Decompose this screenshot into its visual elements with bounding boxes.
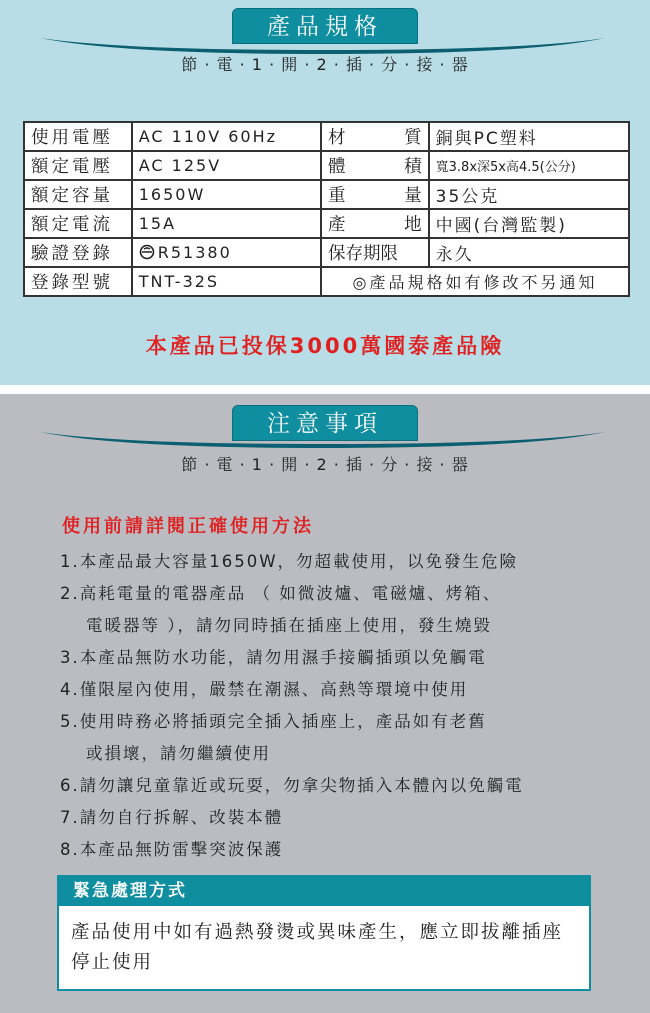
spec-title: 產品規格 bbox=[232, 8, 418, 44]
list-item: 電暖器等 ），請勿同時插在插座上使用，發生燒毀 bbox=[86, 616, 492, 635]
spec-label: 保存期限 bbox=[321, 238, 429, 267]
spec-label: 體 積 bbox=[321, 151, 429, 180]
notes-subtitle: 節 · 電 · 1 · 開 · 2 · 插 · 分 · 接 · 器 bbox=[181, 455, 469, 474]
table-row bbox=[24, 180, 629, 209]
spec-value: 1650W bbox=[132, 180, 321, 209]
spec-value: 寬3.8x深5x高4.5(公分) bbox=[429, 151, 629, 180]
spec-table bbox=[23, 121, 630, 297]
notes-title: 注意事項 bbox=[232, 405, 418, 441]
table-row bbox=[24, 122, 629, 151]
spec-value: 銅與PC塑料 bbox=[429, 122, 629, 151]
spec-label: 重 量 bbox=[321, 180, 429, 209]
table-row bbox=[24, 267, 629, 296]
spec-value: AC 125V bbox=[132, 151, 321, 180]
insurance-notice: 本產品已投保3000萬國泰產品險 bbox=[145, 334, 505, 358]
spec-value: 永久 bbox=[429, 238, 629, 267]
notes-section bbox=[0, 394, 650, 1013]
emergency-box bbox=[57, 875, 591, 991]
table-row bbox=[24, 151, 629, 180]
list-item: 5.使用時務必將插頭完全插入插座上，產品如有老舊 bbox=[60, 712, 487, 731]
list-item: 4.僅限屋內使用，嚴禁在潮濕、高熱等環境中使用 bbox=[60, 680, 469, 699]
list-item: 1.本產品最大容量1650W，勿超載使用，以免發生危險 bbox=[60, 552, 519, 571]
list-item: 6.請勿讓兒童靠近或玩耍，勿拿尖物插入本體內以免觸電 bbox=[60, 776, 524, 795]
spec-section bbox=[0, 0, 650, 385]
spec-label: 額定電壓 bbox=[24, 151, 132, 180]
list-item: 2.高耗電量的電器產品 （ 如微波爐、電磁爐、烤箱、 bbox=[60, 584, 502, 603]
spec-note: ◎產品規格如有修改不另通知 bbox=[321, 267, 629, 296]
spec-label: 驗證登錄 bbox=[24, 238, 132, 267]
emergency-text: 產品使用中如有過熱發燙或異味產生，應立即拔離插座停止使用 bbox=[71, 922, 564, 973]
list-item: 3.本產品無防水功能，請勿用濕手接觸插頭以免觸電 bbox=[60, 648, 487, 667]
spec-value: 35公克 bbox=[429, 180, 629, 209]
list-item: 7.請勿自行拆解、改裝本體 bbox=[60, 808, 284, 827]
spec-label: 額定容量 bbox=[24, 180, 132, 209]
spec-label: 登錄型號 bbox=[24, 267, 132, 296]
bsmi-mark-icon bbox=[139, 244, 155, 260]
emergency-title: 緊急處理方式 bbox=[59, 877, 589, 906]
spec-subtitle: 節 · 電 · 1 · 開 · 2 · 插 · 分 · 接 · 器 bbox=[181, 55, 469, 74]
spec-value: 15A bbox=[132, 209, 321, 238]
spec-value: AC 110V 60Hz bbox=[132, 122, 321, 151]
list-item: 或損壞，請勿繼續使用 bbox=[86, 744, 271, 763]
table-row bbox=[24, 238, 629, 267]
spec-label: 額定電流 bbox=[24, 209, 132, 238]
notes-heading: 使用前請詳閱正確使用方法 bbox=[62, 516, 314, 537]
spec-label: 產 地 bbox=[321, 209, 429, 238]
spec-label: 使用電壓 bbox=[24, 122, 132, 151]
table-row bbox=[24, 209, 629, 238]
notes-list bbox=[60, 546, 620, 866]
spec-value: TNT-32S bbox=[132, 267, 321, 296]
spec-value: 中國(台灣監製) bbox=[429, 209, 629, 238]
spec-value: R51380 bbox=[132, 238, 321, 267]
section-divider bbox=[0, 385, 650, 394]
list-item: 8.本產品無防雷擊突波保護 bbox=[60, 840, 284, 859]
spec-label: 材 質 bbox=[321, 122, 429, 151]
